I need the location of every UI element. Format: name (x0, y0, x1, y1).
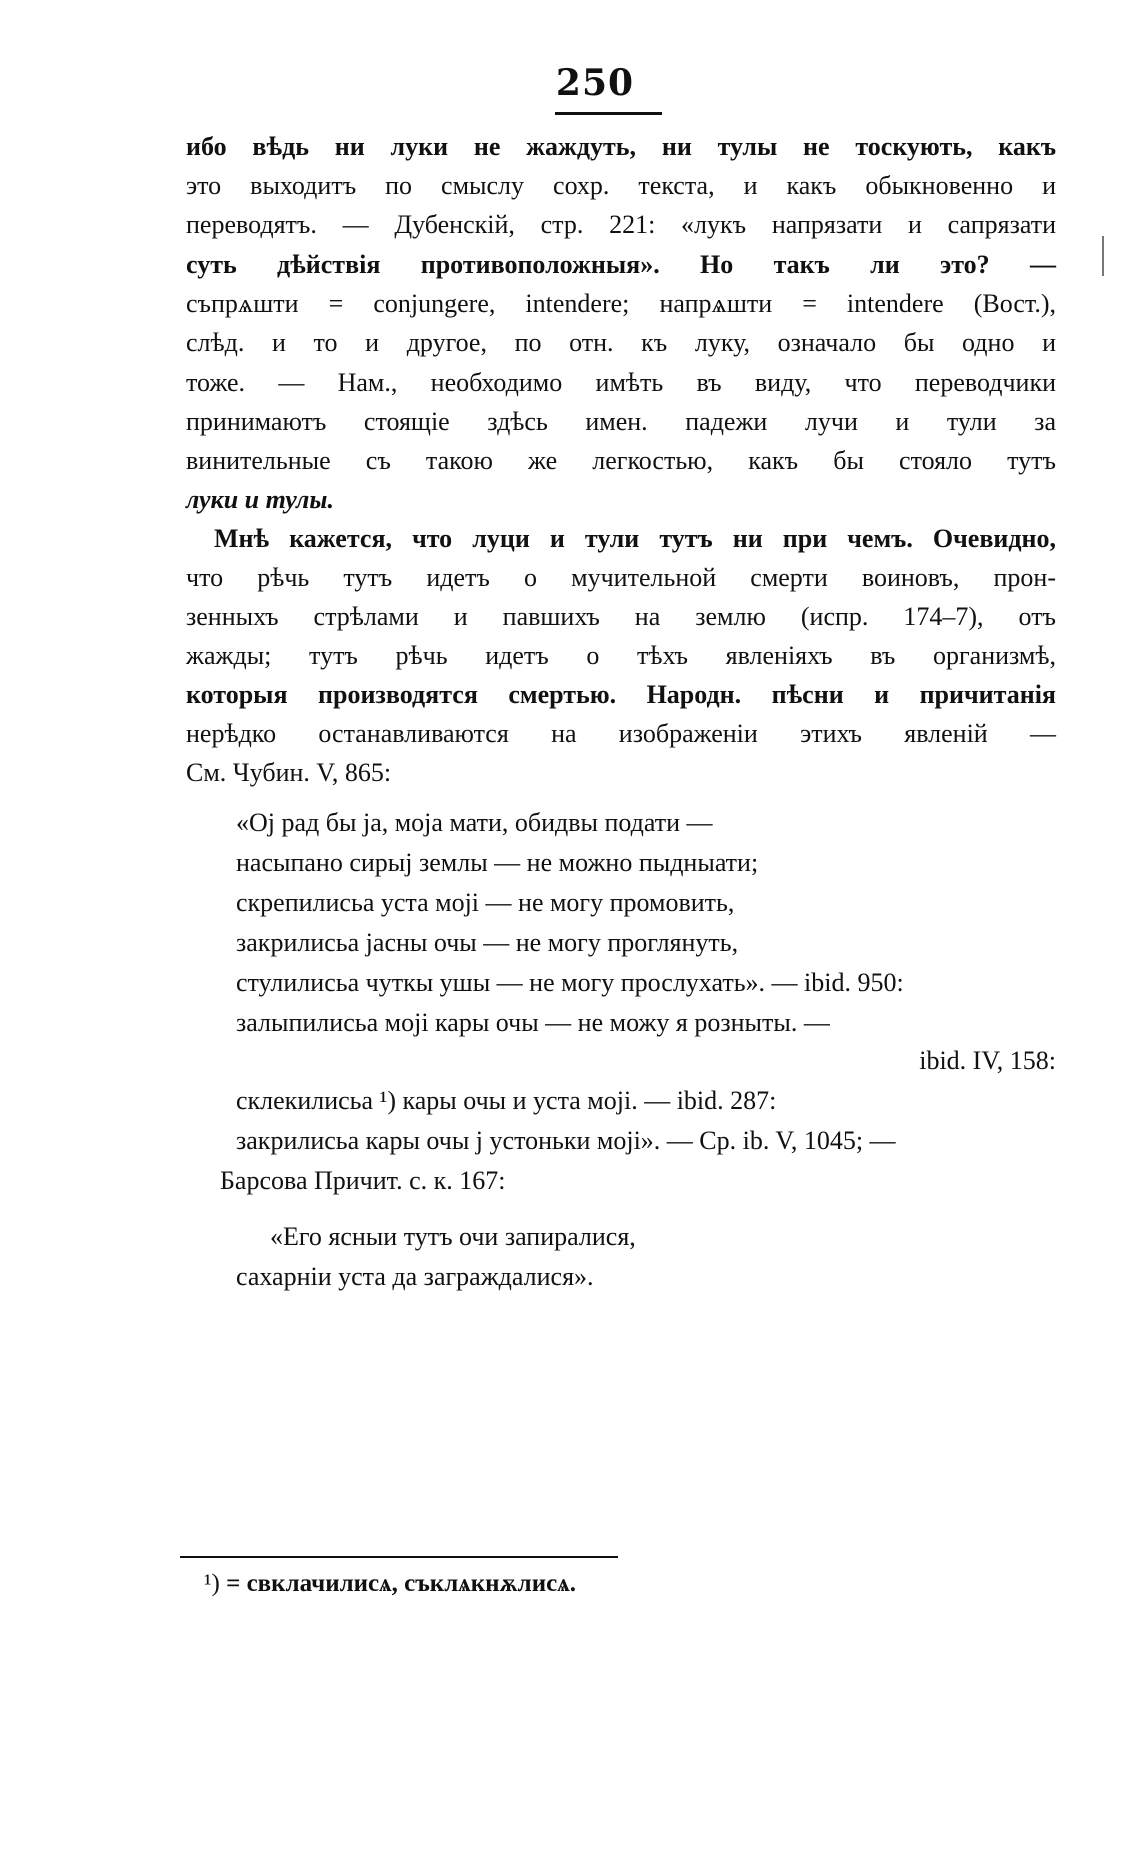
paragraph-1-line-1: ибо вѣдь ни луки не жаждуть, ни тулы не тоскують, какъ (186, 132, 1056, 161)
footnote-rule (180, 1556, 618, 1558)
footnote-marker: ¹) (204, 1570, 220, 1597)
quote-1-line-9: закрилисьа кары очы j устоньки моjі». — Ср. ib. V, 1045; — (236, 1126, 896, 1155)
quote-1-line-1: «Ој рад бы ја, моја мати, обидвы подати — (236, 808, 713, 837)
paragraph-1-line-7: тоже. — Нам., необходимо имѣть въ виду, что переводчики (186, 368, 1056, 397)
page-number: 250 (555, 62, 635, 104)
paragraph-2-line-2: что рѣчь тутъ идетъ о мучительной смерти воиновъ, прон- (186, 563, 1056, 592)
quote-1-line-2: насыпано сирыј землы — не можно пыдныати; (236, 848, 759, 877)
footnote-text: = свклачилисѧ, съклѧкнѫлисѧ. (226, 1570, 576, 1597)
quote-2-line-1: «Его ясныи тутъ очи запиралися, (270, 1222, 636, 1251)
quote-1-line-8: склекилисьа ¹) кары очы и уста моjі. — ibid. 287: (236, 1086, 777, 1115)
paragraph-1-line-6: слѣд. и то и другое, по отн. къ луку, означало бы одно и (186, 328, 1056, 357)
paragraph-2-line-6: нерѣдко останавливаются на изображеніи этихъ явленій — (186, 719, 1056, 748)
paragraph-2-line-1: Мнѣ кажется, что луци и тули тутъ ни при чемъ. Очевидно, (214, 524, 1056, 553)
footnote (204, 1570, 576, 1598)
paragraph-1-line-3: переводятъ. — Дубенскій, стр. 221: «лукъ напрязати и сапрязати (186, 210, 1056, 239)
paragraph-1-line-9: винительные съ такою же легкостью, какъ бы стояло тутъ (186, 446, 1056, 475)
quote-1-line-3: скрепилисьа уста моjі — не могу промовить, (236, 888, 735, 917)
paragraph-1-line-8: принимаютъ стоящіе здѣсь имен. падежи лучи и тули за (186, 407, 1056, 436)
quote-1-line-7: ibid. IV, 158: (919, 1046, 1056, 1075)
scan-edge-mark (1102, 236, 1104, 276)
quote-1-line-5: стулилисьа чуткы ушы — не могу прослухать». — ibid. 950: (236, 968, 904, 997)
paragraph-1-line-5: съпрѧшти = conjungere, intendere; напрѧшти = intendere (Вост.), (186, 289, 1056, 318)
quote-1-line-6: залыпилисьа моjі кары очы — не можу я розныты. — (236, 1008, 830, 1037)
quote-2-line-2: сахарніи уста да заграждалися». (236, 1262, 594, 1291)
paragraph-2-line-7: См. Чубин. V, 865: (186, 758, 392, 787)
quote-1-line-10: Барсова Причит. с. к. 167: (220, 1166, 506, 1195)
paragraph-1-line-4: суть дѣйствія противоположныя». Но такъ ли это? — (186, 250, 1056, 279)
paragraph-2-line-4: жажды; тутъ рѣчь идетъ о тѣхъ явленіяхъ въ организмѣ, (186, 641, 1056, 670)
page-number-underline (555, 112, 662, 115)
paragraph-1-line-2: это выходитъ по смыслу сохр. текста, и какъ обыкновенно и (186, 171, 1056, 200)
quote-1-line-4: закрилисьа јасны очы — не могу проглянуть, (236, 928, 739, 957)
paragraph-2-line-5: которыя производятся смертью. Народн. пѣсни и причитанія (186, 680, 1056, 709)
paragraph-1-line-10: луки и тулы. (186, 485, 334, 514)
paragraph-2-line-3: зенныхъ стрѣлами и павшихъ на землю (испр. 174–7), отъ (186, 602, 1056, 631)
